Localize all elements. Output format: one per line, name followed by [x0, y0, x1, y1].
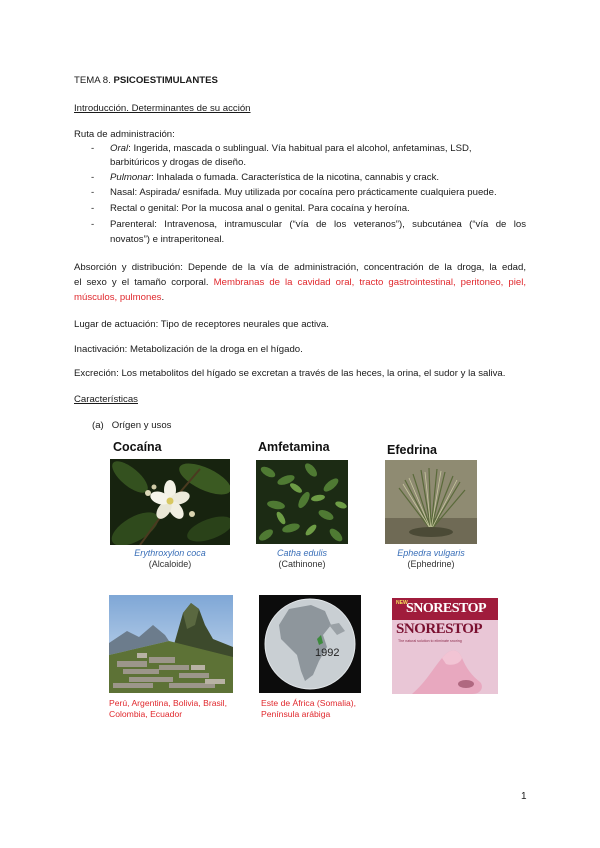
- absorcion-line1: Absorción y distribución: Depende de la vía de administración, concentración de la droga, la edad,: [74, 262, 526, 273]
- ruta-item-pulmonar: [110, 171, 439, 185]
- catha-edulis-image: [256, 460, 348, 544]
- species-ephedra: Ephedra vulgaris: [397, 548, 465, 558]
- ruta-item-oral-line2: barbitúricos y drogas de diseño.: [110, 157, 246, 168]
- caption-coca: [110, 548, 230, 570]
- coca-flower-image: [110, 459, 230, 545]
- peru-line2: Colombia, Ecuador: [109, 709, 183, 719]
- snorestop-product-image: [392, 598, 498, 694]
- document-title: [74, 74, 218, 88]
- ruta-label: Ruta de administración:: [74, 129, 175, 140]
- caption-south-america: [109, 698, 227, 720]
- bullet-dash: -: [91, 203, 95, 214]
- lugar-actuacion: Lugar de actuación: Tipo de receptores neurales que activa.: [74, 319, 329, 330]
- peru-line1: Perú, Argentina, Bolivia, Brasil,: [109, 698, 227, 708]
- globe-year: 1992: [315, 647, 340, 659]
- caption-catha: [250, 548, 354, 570]
- ruta-item-nasal: Nasal: Aspirada/ esnifada. Muy utilizada por cocaína pero prácticamente cualquiera puede.: [110, 187, 497, 198]
- inactivacion: Inactivación: Metabolización de la droga en el hígado.: [74, 344, 303, 355]
- title-prefix: TEMA 8.: [74, 75, 114, 86]
- compound-coca: (Alcaloide): [148, 559, 192, 569]
- nose-illustration: [392, 598, 498, 694]
- ruta-item-parenteral: Parenteral: Intravenosa, intramuscular (“vía de los veteranos”), subcutánea (“vía de los: [110, 219, 526, 230]
- excrecion: Excreción: Los metabolitos del hígado se excretan a través de las heces, la orina, el sudor y la saliva.: [74, 368, 506, 379]
- product-tagline: The natural solution to eliminate snoring: [398, 639, 462, 643]
- subsection-label: Orígen y usos: [111, 420, 172, 431]
- oral-line1: : Ingerida, mascada o sublingual. Vía habitual para el alcohol, anfetaminas, LSD,: [128, 143, 472, 154]
- absorcion-line2: [74, 276, 526, 290]
- bullet-dash: -: [91, 172, 95, 183]
- compound-ephedra: (Ephedrine): [407, 559, 455, 569]
- absorcion-line2-red: Membranas de la cavidad oral, tracto gastrointestinal, peritoneo, piel,: [213, 277, 526, 288]
- species-coca: Erythroxylon coca: [134, 548, 206, 558]
- compound-catha: (Cathinone): [278, 559, 326, 569]
- ruta-item-parenteral-line2: novatos”) e intraperitoneal.: [110, 234, 225, 245]
- caption-africa: [261, 698, 356, 720]
- title-bold: PSICOESTIMULANTES: [113, 75, 218, 86]
- bullet-dash: -: [91, 219, 95, 230]
- term-pulmonar: Pulmonar: [110, 172, 152, 183]
- globe-image: [259, 595, 361, 693]
- page-number: 1: [521, 791, 527, 802]
- machu-picchu-image: [109, 595, 233, 693]
- subsection-marker: (a): [92, 420, 104, 431]
- plant-title-efedrina: Efedrina: [387, 443, 438, 457]
- product-badge: NEW: [396, 600, 408, 606]
- caption-ephedra: [378, 548, 484, 570]
- pulmonar-line1: : Inhalada o fumada. Característica de la nicotina, cannabis y crack.: [151, 172, 440, 183]
- product-name-top: SNORESTOP: [406, 601, 487, 616]
- absorcion-line3: [74, 291, 164, 305]
- absorcion-line2-black: el sexo y el tamaño corporal.: [74, 277, 214, 288]
- intro-heading: Introducción. Determinantes de su acción: [74, 103, 251, 114]
- africa-line1: Este de África (Somalia),: [261, 698, 357, 708]
- species-catha: Catha edulis: [276, 548, 328, 558]
- subsection-origen: [92, 419, 171, 433]
- ephedra-image: [385, 460, 477, 544]
- bullet-dash: -: [91, 143, 95, 154]
- bullet-dash: -: [91, 187, 95, 198]
- plant-title-cocaina: Cocaína: [113, 440, 162, 454]
- caracteristicas-heading: Características: [74, 394, 138, 405]
- plant-title-amfetamina: Amfetamina: [258, 440, 330, 454]
- ruta-item-rectal: Rectal o genital: Por la mucosa anal o genital. Para cocaína y heroína.: [110, 203, 410, 214]
- product-name-main: SNORESTOP: [396, 621, 483, 637]
- absorcion-line3-end: .: [161, 292, 165, 303]
- term-oral: Oral: [110, 143, 129, 154]
- absorcion-line3-red: músculos, pulmones: [74, 292, 162, 303]
- africa-line2: Península arábiga: [261, 709, 331, 719]
- ruta-item-oral: [110, 142, 526, 156]
